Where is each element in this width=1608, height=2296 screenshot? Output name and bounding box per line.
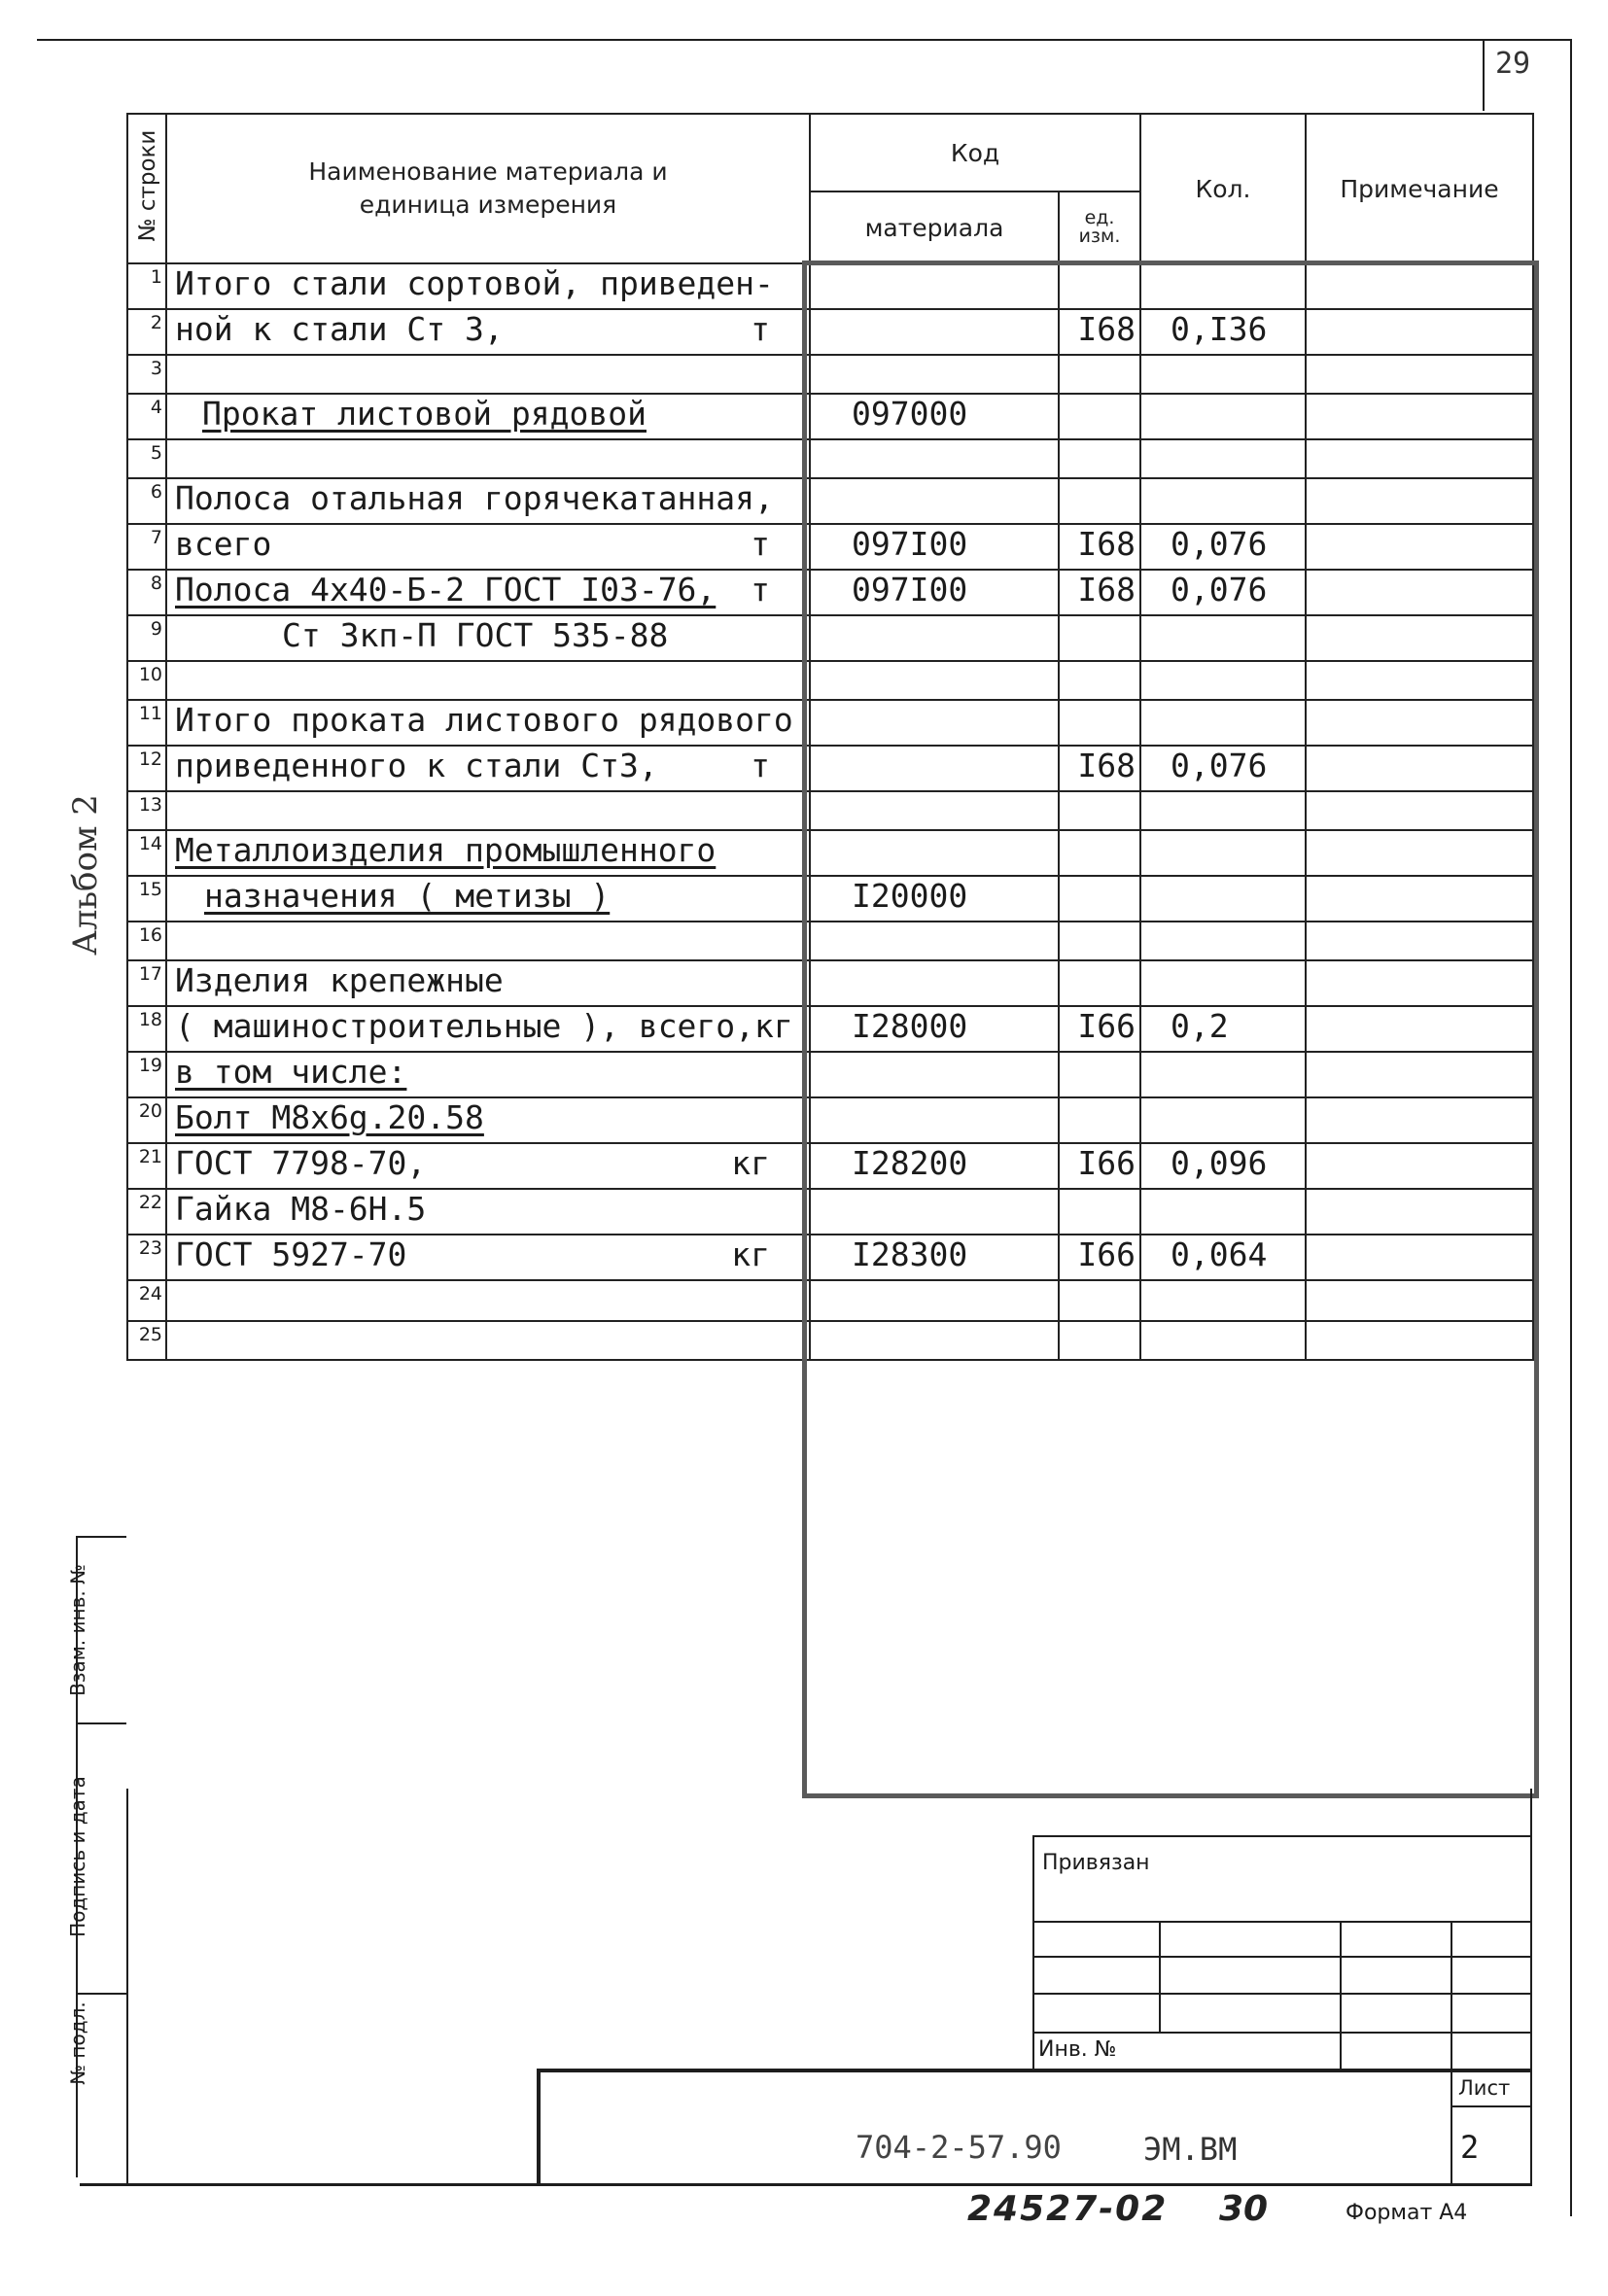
unit-code [1059,355,1140,394]
material-name-cell [166,746,810,791]
table-row [127,661,1533,700]
privyazan-row-3 [1032,1993,1530,1995]
row-number: 10 [127,661,166,700]
material-name: в том числе: [175,1053,407,1091]
material-code: 097I00 [810,570,1059,615]
table-row [127,570,1533,615]
material-name: ГОСТ 7798-70, [175,1144,427,1182]
unit-code-header: ед. изм. [1059,191,1140,263]
quantity [1140,263,1306,309]
privyazan-col-2 [1340,1921,1342,2070]
material-code-header: материала [810,191,1059,263]
table-row [127,309,1533,355]
privyazan-row-1 [1032,1921,1530,1923]
document-suffix: ЭМ.ВМ [1143,2131,1238,2168]
material-code [810,791,1059,830]
row-number: 24 [127,1280,166,1321]
table-row [127,791,1533,830]
quantity [1140,615,1306,661]
material-name-cell [166,1006,810,1052]
material-name: ной к стали Ст 3, [175,310,504,348]
material-name-cell [166,309,810,355]
row-number: 16 [127,922,166,960]
material-code: 097I00 [810,524,1059,570]
unit-code [1059,830,1140,876]
note-cell [1306,1235,1533,1280]
material-name-cell [166,661,810,700]
material-code [810,830,1059,876]
quantity [1140,1280,1306,1321]
note-cell [1306,1280,1533,1321]
unit-code [1059,615,1140,661]
material-name-cell [166,960,810,1006]
quantity [1140,876,1306,922]
table-row [127,439,1533,478]
note-cell [1306,1006,1533,1052]
title-block-list-divider [1451,2070,1452,2185]
material-name: Полоса 4х40-Б-2 ГОСТ I03-76, [175,571,717,609]
material-code [810,1052,1059,1097]
quantity [1140,394,1306,439]
unit-suffix: т [751,310,770,348]
list-label: Лист [1458,2076,1511,2100]
row-number: 7 [127,524,166,570]
material-code [810,478,1059,524]
frame-right-lower [1530,1789,1532,2185]
unit-code [1059,263,1140,309]
unit-code [1059,1097,1140,1143]
material-code: I28000 [810,1006,1059,1052]
row-number: 3 [127,355,166,394]
material-code [810,1321,1059,1360]
note-cell [1306,791,1533,830]
unit-suffix: кг [731,1235,770,1273]
quantity: 0,076 [1140,746,1306,791]
material-name-cell [166,1052,810,1097]
unit-code [1059,661,1140,700]
material-code [810,1189,1059,1235]
unit-code [1059,478,1140,524]
unit-code [1059,1189,1140,1235]
inv-no-label: Инв. № [1038,2037,1117,2062]
material-name: Полоса отальная горячекатанная, [175,479,774,517]
note-cell [1306,746,1533,791]
note-cell [1306,478,1533,524]
row-number: 8 [127,570,166,615]
material-name: Гайка М8-6Н.5 [175,1190,427,1228]
row-number: 17 [127,960,166,1006]
unit-code [1059,394,1140,439]
material-code: 097000 [810,394,1059,439]
inv-podl-label: № подл. [66,2001,89,2085]
row-number: 22 [127,1189,166,1235]
unit-code: I68 [1059,524,1140,570]
quantity: 0,I36 [1140,309,1306,355]
material-name: приведенного к стали Ст3, [175,747,658,784]
note-cell [1306,661,1533,700]
unit-code [1059,791,1140,830]
note-cell [1306,439,1533,478]
material-code [810,263,1059,309]
material-name-header: Наименование материала и единица измерения [166,114,810,263]
material-name-cell [166,922,810,960]
note-header: Примечание [1306,114,1533,263]
material-code: I20000 [810,876,1059,922]
material-name-cell [166,830,810,876]
unit-suffix: кг [731,1144,770,1182]
unit-code [1059,876,1140,922]
material-code [810,1280,1059,1321]
material-name: ( машиностроительные ), всего,кг [175,1007,793,1045]
table-row [127,394,1533,439]
material-name-cell [166,1321,810,1360]
quantity [1140,700,1306,746]
vzam-inv-label: Взам. инв. № [66,1564,89,1696]
row-number: 9 [127,615,166,661]
row-number: 23 [127,1235,166,1280]
quantity: 0,096 [1140,1143,1306,1189]
quantity: 0,2 [1140,1006,1306,1052]
frame-bottom [80,2183,1532,2186]
privyazan-left [1032,1835,1034,2072]
material-code [810,1097,1059,1143]
row-number: 14 [127,830,166,876]
material-name-cell [166,700,810,746]
material-name: всего [175,525,272,563]
note-cell [1306,922,1533,960]
privyazan-label: Привязан [1042,1851,1150,1875]
quantity: 0,076 [1140,524,1306,570]
quantity [1140,1052,1306,1097]
material-name-cell [166,615,810,661]
privyazan-top [1032,1835,1530,1837]
stamp-divider-1 [76,1722,126,1724]
material-code [810,439,1059,478]
material-name: Металлоизделия промышленного [175,831,717,869]
table-row [127,1097,1533,1143]
note-cell [1306,700,1533,746]
table-row [127,478,1533,524]
unit-code [1059,1321,1140,1360]
quantity: 0,064 [1140,1235,1306,1280]
code-header: Код [810,114,1140,191]
table-row [127,1280,1533,1321]
album-label: Альбом 2 [66,794,105,956]
unit-code [1059,700,1140,746]
row-number: 18 [127,1006,166,1052]
title-block-list-row [1451,2105,1530,2107]
unit-code: I66 [1059,1006,1140,1052]
privyazan-row-4 [1032,2032,1530,2034]
quantity-header: Кол. [1140,114,1306,263]
note-cell [1306,1321,1533,1360]
privyazan-col-1 [1159,1921,1161,2032]
row-number: 25 [127,1321,166,1360]
table-row [127,615,1533,661]
specification-table [126,113,1534,1361]
row-number: 6 [127,478,166,524]
material-name-cell [166,570,810,615]
right-page-border [1570,39,1572,2216]
note-cell [1306,524,1533,570]
note-cell [1306,876,1533,922]
note-cell [1306,1052,1533,1097]
quantity [1140,1097,1306,1143]
title-block-left [537,2069,541,2185]
note-cell [1306,355,1533,394]
table-row [127,1052,1533,1097]
material-code [810,615,1059,661]
table-row [127,355,1533,394]
document-code: 704-2-57.90 [856,2129,1062,2166]
material-code [810,746,1059,791]
quantity [1140,791,1306,830]
row-number: 15 [127,876,166,922]
note-cell [1306,1143,1533,1189]
note-cell [1306,570,1533,615]
material-name-cell [166,876,810,922]
unit-suffix: т [751,747,770,784]
unit-code [1059,960,1140,1006]
table-row [127,830,1533,876]
unit-code: I68 [1059,309,1140,355]
handwritten-number: 24527-02 [967,2189,1169,2229]
note-cell [1306,309,1533,355]
table-row [127,960,1533,1006]
material-name: Болт М8х6g.20.58 [175,1098,484,1136]
quantity [1140,960,1306,1006]
note-cell [1306,1097,1533,1143]
quantity [1140,830,1306,876]
unit-suffix: т [751,525,770,563]
material-name-cell [166,524,810,570]
material-code [810,661,1059,700]
row-number: 2 [127,309,166,355]
material-name-cell [166,1235,810,1280]
material-code: I28200 [810,1143,1059,1189]
table-row [127,700,1533,746]
material-name-cell [166,263,810,309]
material-name-cell [166,791,810,830]
table-row [127,746,1533,791]
quantity [1140,478,1306,524]
stamp-divider-top [76,1536,126,1538]
material-code [810,922,1059,960]
quantity [1140,922,1306,960]
table-row [127,1189,1533,1235]
material-name: Прокат листовой рядовой [202,395,647,433]
signature-date-label: Подпись и дата [66,1776,89,1937]
quantity [1140,1321,1306,1360]
top-border [37,39,1571,41]
unit-code: I66 [1059,1143,1140,1189]
unit-code [1059,922,1140,960]
material-name: Итого проката листового рядового [175,701,793,739]
material-name-cell [166,478,810,524]
table-body [127,263,1533,1360]
table-row [127,1235,1533,1280]
row-number: 13 [127,791,166,830]
row-number: 4 [127,394,166,439]
handwritten-page: 30 [1219,2189,1269,2229]
page-number-box-left [1483,39,1485,111]
privyazan-col-3 [1451,1921,1452,2070]
list-number: 2 [1460,2129,1480,2166]
note-cell [1306,615,1533,661]
unit-code: I66 [1059,1235,1140,1280]
page-number: 29 [1495,47,1531,81]
quantity [1140,661,1306,700]
title-block-top [537,2069,1530,2072]
unit-code [1059,1280,1140,1321]
quantity [1140,439,1306,478]
material-name: Ст 3кп-П ГОСТ 535-88 [282,616,669,654]
frame-left-lower [126,1789,128,2185]
material-name-cell [166,1280,810,1321]
note-cell [1306,1189,1533,1235]
row-number: 21 [127,1143,166,1189]
quantity [1140,1189,1306,1235]
row-number: 11 [127,700,166,746]
table-row [127,1321,1533,1360]
material-name-cell [166,394,810,439]
unit-code [1059,439,1140,478]
material-name-cell [166,1189,810,1235]
note-cell [1306,830,1533,876]
quantity: 0,076 [1140,570,1306,615]
material-name: ГОСТ 5927-70 [175,1235,407,1273]
material-name: Итого стали сортовой, приведен- [175,264,774,302]
unit-code: I68 [1059,570,1140,615]
material-code: I28300 [810,1235,1059,1280]
privyazan-row-2 [1032,1956,1530,1958]
quantity [1140,355,1306,394]
material-code [810,700,1059,746]
note-cell [1306,960,1533,1006]
material-name-cell [166,439,810,478]
unit-code [1059,1052,1140,1097]
row-number: 1 [127,263,166,309]
unit-suffix: т [751,571,770,609]
row-number-header: № строки [127,114,166,263]
table-row [127,263,1533,309]
material-code [810,960,1059,1006]
material-name-cell [166,1143,810,1189]
note-cell [1306,263,1533,309]
material-name-cell [166,1097,810,1143]
table-row [127,1006,1533,1052]
table-row [127,524,1533,570]
table-row [127,1143,1533,1189]
row-number: 5 [127,439,166,478]
table-row [127,922,1533,960]
material-code [810,355,1059,394]
material-name: Изделия крепежные [175,961,504,999]
unit-code: I68 [1059,746,1140,791]
material-code [810,309,1059,355]
row-number: 20 [127,1097,166,1143]
row-number: 12 [127,746,166,791]
table-row [127,876,1533,922]
note-cell [1306,394,1533,439]
material-name-cell [166,355,810,394]
row-number: 19 [127,1052,166,1097]
format-label: Формат А4 [1346,2201,1468,2225]
material-name: назначения ( метизы ) [204,877,611,915]
